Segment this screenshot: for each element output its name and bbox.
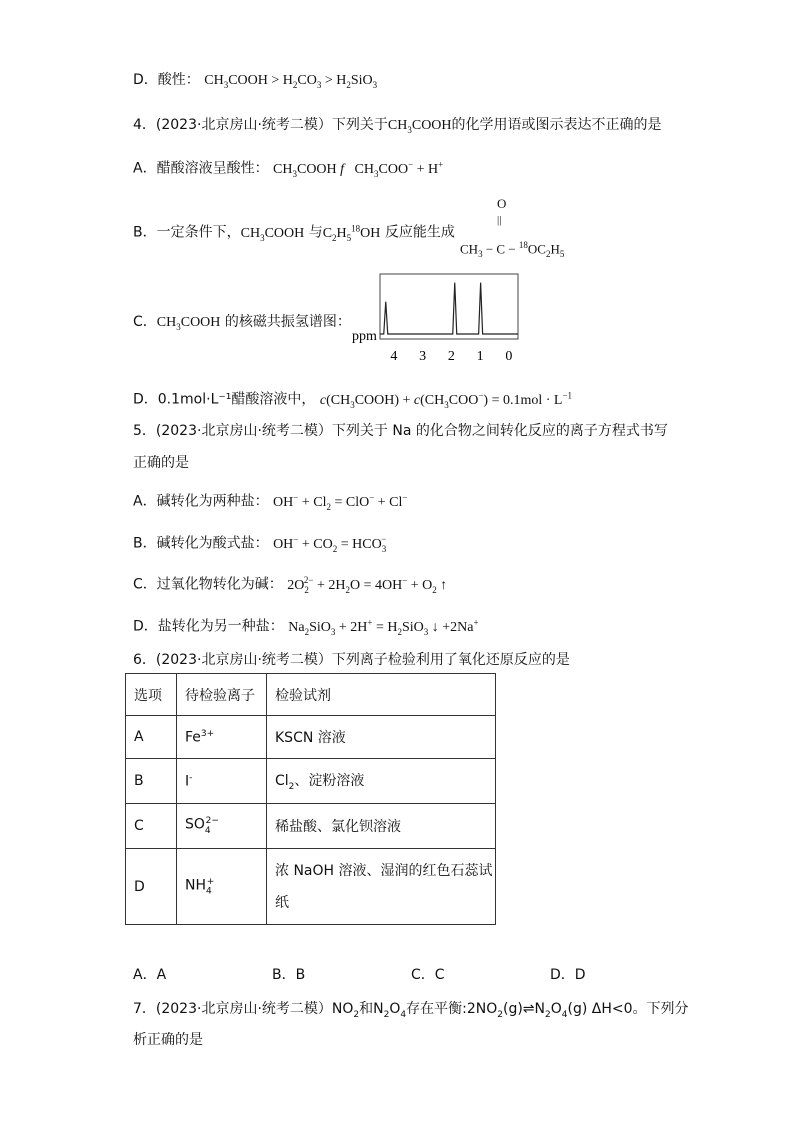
table-row: D $NH_4^+$ 浓 NaOH 溶液、湿润的红色石蕊试 纸 <box>126 849 496 925</box>
q5-option-c: C．过氧化物转化为碱： $2O_2^{2-} + 2H_2O = 4OH^- + O_2$ ↑ <box>133 575 448 595</box>
q6-answer-choices <box>133 965 689 985</box>
nmr-spectrum-chart <box>352 272 522 367</box>
table-row: C $SO_4^{2-}$ 稀盐酸、氯化钡溶液 <box>126 804 496 849</box>
table-row: A $Fe^{3+}$ KSCN 溶液 <box>126 716 496 759</box>
table-header-row <box>126 674 496 716</box>
nmr-tick-label: 4 <box>390 349 398 364</box>
question-7-stem-line2: 析正确的是 <box>133 1032 203 1048</box>
nmr-trace <box>380 283 518 334</box>
question-5-stem-line2: 正确的是 <box>133 455 189 471</box>
q3-option-d <box>133 70 377 95</box>
nmr-tick-labels <box>390 349 512 364</box>
q4-option-c: C．$CH_3COOH$ 的核磁共振氢谱图： <box>133 314 351 332</box>
table-header: 待检验离子 <box>177 674 267 716</box>
answer-choice: C．C <box>411 967 445 983</box>
table-header: 选项 <box>126 674 177 716</box>
nmr-frame <box>380 274 518 339</box>
q4-option-b: B．一定条件下，$CH_3COOH$ 与$C_2H_5^{18}OH$ 反应能生成 <box>133 223 455 243</box>
table-row: B I- $Cl_2$、淀粉溶液 <box>126 759 496 804</box>
answer-choice: D．D <box>550 967 586 983</box>
q5-option-b: B．碱转化为酸式盐： $OH^- + CO_2 = HCO_3^-$ <box>133 534 387 554</box>
structure-oxygen: O <box>497 196 507 211</box>
q4-option-a: A．醋酸溶液呈酸性： $CH_3COOH$ f $CH_3COO^- + H^+$ <box>133 159 444 179</box>
answer-choice: B．B <box>272 967 306 983</box>
acidity-formula: $CH_3COOH > H_2CO_3 > H_2SiO_3$ <box>204 73 378 90</box>
nmr-tick-label: 2 <box>447 349 455 364</box>
structure-double-bond: || <box>497 214 502 226</box>
acetic-acid-formula: $CH_3COOH$ <box>387 118 452 135</box>
q5-option-d: D．盐转化为另一种盐： $Na_2SiO_3 + 2H^+ = H_2SiO_3$ ↓ +2Na+ <box>133 617 479 637</box>
nmr-tick-label: 0 <box>505 349 513 364</box>
ion-test-table <box>125 673 496 925</box>
table-header: 检验试剂 <box>267 674 496 716</box>
question-7-stem-line1: 7．(2023·北京房山·统考二模）$NO_2$和$N_2O_4$存在平衡$:2NO_2(g)\rightleftharpoons N_2O_4(g)$ ΔH<0。下列分 <box>133 1001 689 1020</box>
nmr-svg <box>352 272 522 367</box>
answer-choice: A．A <box>133 967 167 983</box>
nmr-tick-label: 1 <box>476 349 484 364</box>
q4-option-d: D．0.1mol·L⁻¹醋酸溶液中， $c(CH_3COOH) + c(CH_3COO^-) = 0.1mol \cdot L^{-1}$ <box>133 390 573 410</box>
ionization-equation: $CH_3COOH$ f $CH_3COO^- + H^+$ <box>273 159 444 179</box>
option-label: D．酸性： <box>133 72 200 88</box>
nmr-tick-label: 3 <box>419 349 427 364</box>
nmr-ylabel: ppm <box>352 329 377 344</box>
question-6-stem: 6．(2023·北京房山·统考二模）下列离子检验利用了氧化还原反应的是 <box>133 652 570 668</box>
question-4-stem: 4．(2023·北京房山·统考二模）下列关于$CH_3COOH$的化学用语或图示表达不正确的是 <box>133 117 662 135</box>
question-5-stem-line1: 5．(2023·北京房山·统考二模）下列关于 Na 的化合物之间转化反应的离子方程式书写 <box>133 423 668 439</box>
mass-balance-equation: $c(CH_3COOH) + c(CH_3COO^-) = 0.1mol \cdot L^{-1}$ <box>319 390 573 410</box>
ethanol-18-formula: $C_2H_5^{18}OH$ <box>322 223 381 243</box>
ester-structure-chain: $CH_3 - C - ^{18}OC_2H_5$ <box>460 240 565 259</box>
q5-option-a: A．碱转化为两种盐： $OH^- + Cl_2 = ClO^- + Cl^-$ <box>133 492 408 512</box>
